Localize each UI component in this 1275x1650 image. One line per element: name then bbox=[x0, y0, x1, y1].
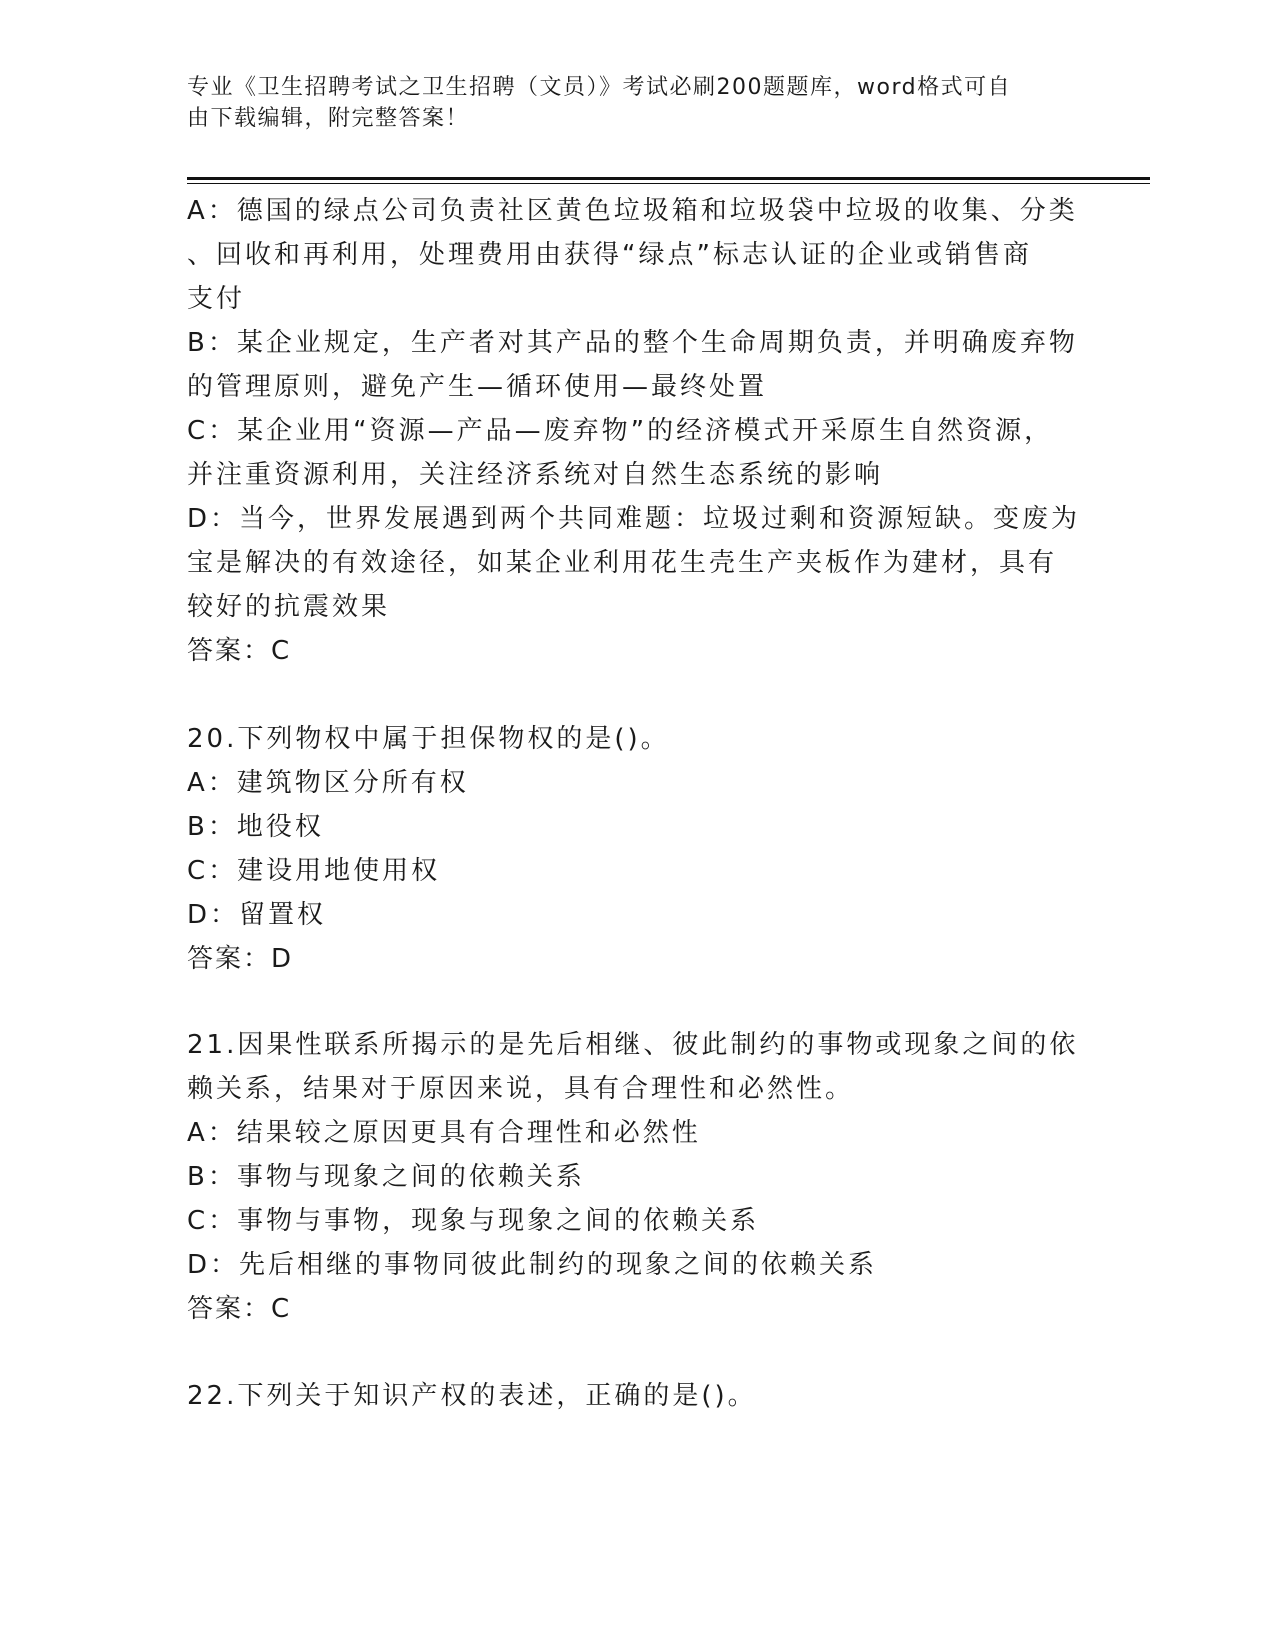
q21-stem-line-1: 21.因果性联系所揭示的是先后相继、彼此制约的事物或现象之间的依 bbox=[187, 1030, 1079, 1060]
q19-answer: 答案：C bbox=[187, 636, 292, 666]
q21-answer: 答案：C bbox=[187, 1294, 292, 1324]
q20-option-b: B：地役权 bbox=[187, 812, 324, 842]
document-header bbox=[187, 72, 1067, 134]
q19-option-d-line-2: 宝是解决的有效途径，如某企业利用花生壳生产夹板作为建材，具有 bbox=[187, 548, 1058, 578]
q19-option-a-line-3: 支付 bbox=[187, 284, 246, 314]
header-line-1: 专业《卫生招聘考试之卫生招聘（文员）》考试必刷200题题库，word格式可自 bbox=[187, 75, 1012, 100]
header-rule-thin bbox=[187, 183, 1150, 184]
q20-stem: 20.下列物权中属于担保物权的是()。 bbox=[187, 724, 670, 754]
q19-option-d-line-1: D：当今，世界发展遇到两个共同难题：垃圾过剩和资源短缺。变废为 bbox=[187, 504, 1081, 534]
q19-option-d-line-3: 较好的抗震效果 bbox=[187, 592, 391, 622]
q20-answer: 答案：D bbox=[187, 944, 294, 974]
q21-option-d: D：先后相继的事物同彼此制约的现象之间的依赖关系 bbox=[187, 1250, 878, 1280]
q19-option-c-line-2: 并注重资源利用，关注经济系统对自然生态系统的影响 bbox=[187, 460, 884, 490]
q19-option-c-line-1: C：某企业用“资源—产品—废弃物”的经济模式开采原生自然资源， bbox=[187, 416, 1054, 446]
q21-stem-line-2: 赖关系，结果对于原因来说，具有合理性和必然性。 bbox=[187, 1074, 855, 1104]
q19-option-b-line-2: 的管理原则，避免产生—循环使用—最终处置 bbox=[187, 372, 768, 402]
q20-option-c: C：建设用地使用权 bbox=[187, 856, 441, 886]
header-line-2: 由下载编辑，附完整答案！ bbox=[187, 106, 470, 131]
header-rule-thick bbox=[187, 177, 1150, 180]
q22-stem: 22.下列关于知识产权的表述，正确的是()。 bbox=[187, 1381, 757, 1411]
q19-option-b-line-1: B：某企业规定，生产者对其产品的整个生命周期负责，并明确废弃物 bbox=[187, 328, 1078, 358]
q20-option-d: D：留置权 bbox=[187, 900, 327, 930]
q19-option-a-line-1: A：德国的绿点公司负责社区黄色垃圾箱和垃圾袋中垃圾的收集、分类 bbox=[187, 196, 1078, 226]
q21-option-c: C：事物与事物，现象与现象之间的依赖关系 bbox=[187, 1206, 760, 1236]
q21-option-b: B：事物与现象之间的依赖关系 bbox=[187, 1162, 585, 1192]
q21-option-a: A：结果较之原因更具有合理性和必然性 bbox=[187, 1118, 701, 1148]
q19-option-a-line-2: 、回收和再利用，处理费用由获得“绿点”标志认证的企业或销售商 bbox=[187, 240, 1032, 270]
q20-option-a: A：建筑物区分所有权 bbox=[187, 768, 469, 798]
